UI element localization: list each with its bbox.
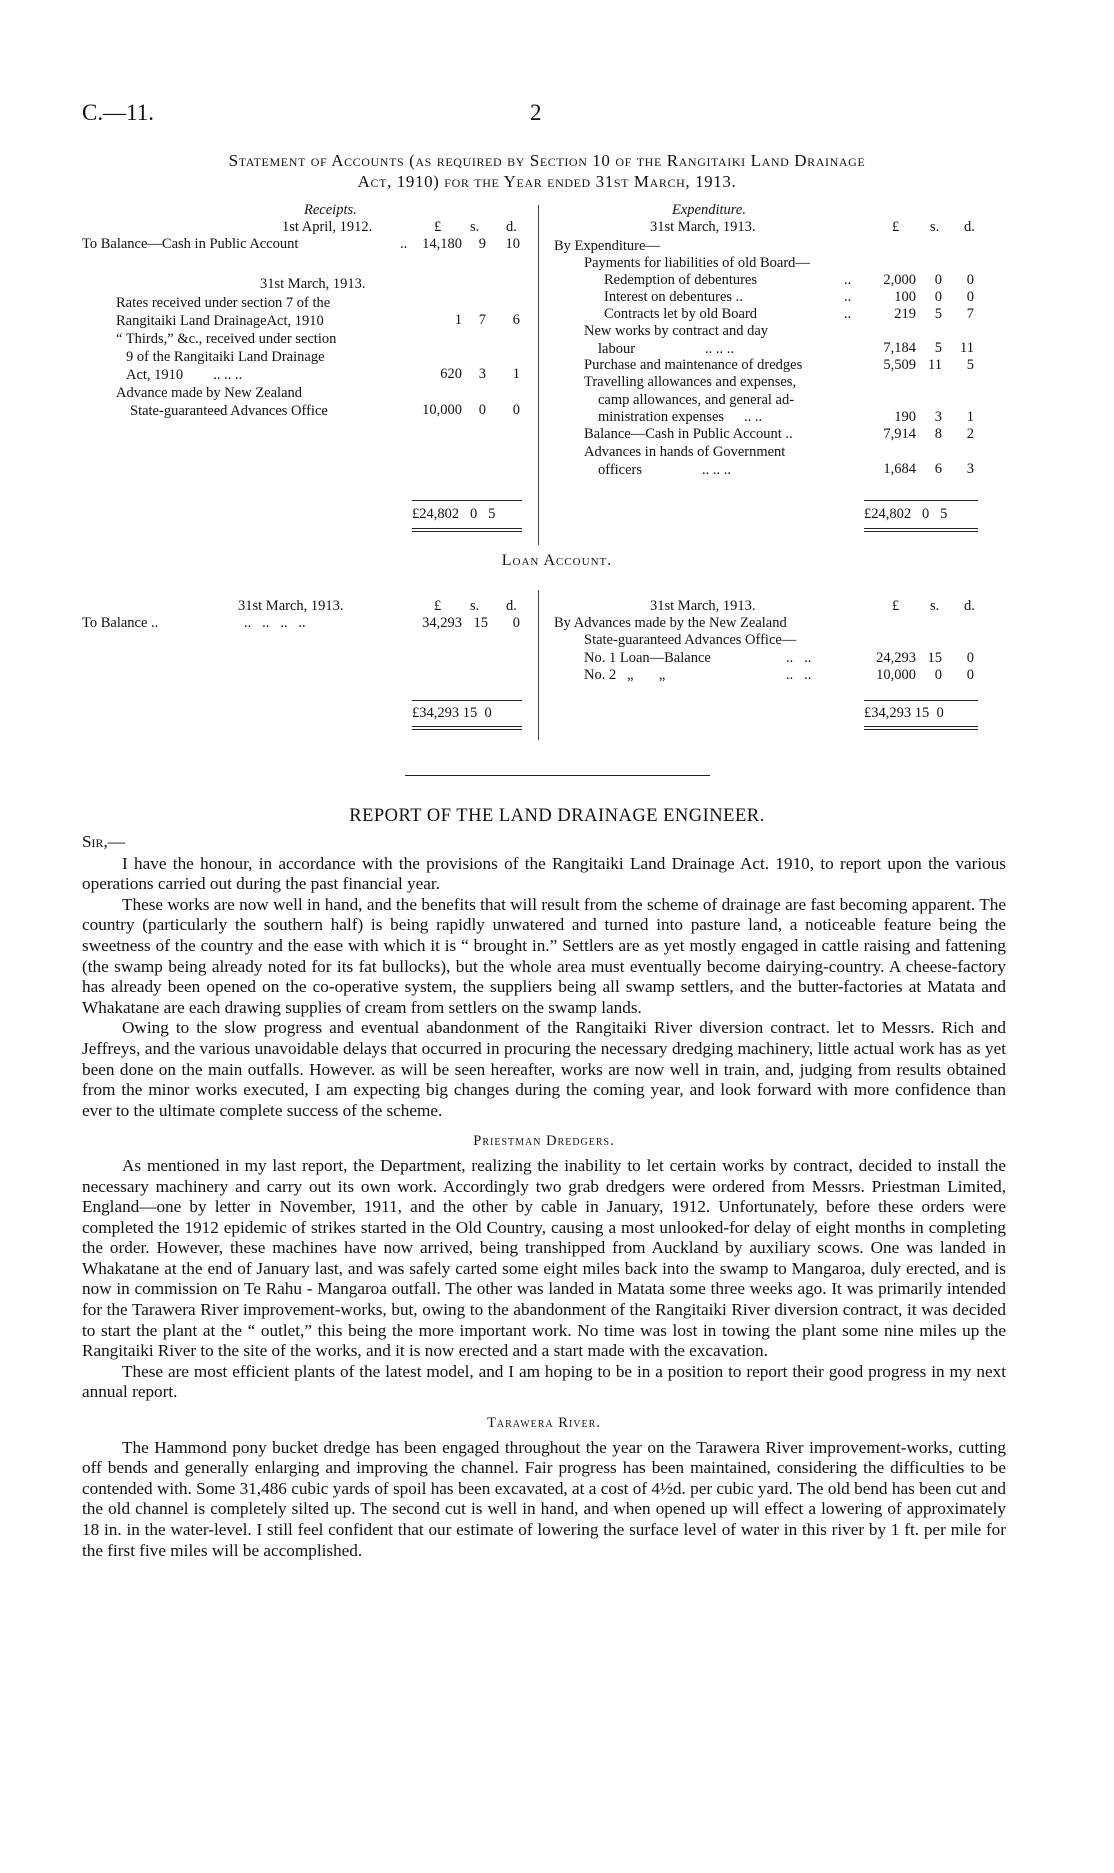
- expenditure-row-dredges: Purchase and maintenance of dredges: [584, 357, 803, 373]
- statement-title: [82, 150, 1012, 192]
- loan-right-date: 31st March, 1913.: [650, 598, 756, 614]
- loan-left-total-rule: [412, 726, 522, 730]
- section-divider: [405, 775, 710, 776]
- loan-left-subtotal-rule: [412, 700, 522, 701]
- expenditure-col-pounds: £: [892, 219, 900, 235]
- expenditure-table: Expenditure. 31st March, 1913. £ s. d. By Expenditure— Payments for liabilities of old Board— Redemption of debentures .. 2,000 0 0 Interest on debentures .. .. 100 0 0 Contracts let by old Board .. 219 5 7 New works by contract and day labour .. .. .. 7,184 5 11 Purchase and maintenance of dredges 5,509 11 5 Travelling allowances and expenses, camp allowances, and general ad- ministration expenses .. .. 190 3 1 Balance—Cash in Public Account .. 7,914 8 2 Advances in hands of Government officers .. .. .. 1,684 6 3 £24,802 0 5: [554, 202, 1004, 542]
- loan-account-heading: Loan Account.: [501, 552, 613, 569]
- loan-right-total: £34,293 15 0: [864, 705, 944, 721]
- report-title: REPORT OF THE LAND DRAINAGE ENGINEER.: [349, 806, 765, 826]
- receipts-col-pence: d.: [506, 219, 517, 235]
- page-number: 2: [530, 100, 542, 125]
- receipts-col-pounds: £: [434, 219, 442, 235]
- loan-left-row-balance: To Balance ..: [82, 615, 159, 631]
- expenditure-by: By Expenditure—: [554, 238, 660, 254]
- loan-right-total-rule: [864, 726, 978, 730]
- report-paragraph-1: I have the honour, in accordance with the provisions of the Rangitaiki Land Drainage Act. 1910, to report upon the various operations carried out during the past financial year.: [82, 853, 1006, 894]
- receipts-date-2: 31st March, 1913.: [260, 276, 366, 292]
- report-salutation: Sir,—: [82, 832, 126, 851]
- expenditure-row-contracts: Contracts let by old Board: [604, 306, 758, 322]
- expenditure-row-interest: Interest on debentures ..: [604, 289, 743, 305]
- expenditure-payments: Payments for liabilities of old Board—: [584, 255, 810, 271]
- receipts-row-advance: Advance made by New Zealand State-guaranteed Advances Office: [116, 385, 328, 419]
- statement-title-line2: Act, 1910) for the Year ended 31st March, 1913.: [357, 172, 737, 191]
- loan-row-no2: No. 2 „ „: [584, 667, 666, 683]
- section-heading-priestman: Priestman Dredgers.: [473, 1133, 615, 1150]
- expenditure-total-rule: [864, 528, 978, 532]
- receipts-row-rates: Rates received under section 7 of the Rangitaiki Land DrainageAct, 1910: [116, 295, 331, 329]
- loan-left-total: £34,293 15 0: [412, 705, 492, 721]
- report-paragraph-2: These works are now well in hand, and the benefits that will result from the scheme of drainage are fast becoming apparent. The country (particularly the southern half) is being rapidly unwatered and turned into pasture land, a noticeable feature being the sweetness of the country and the ease with which it is “ brought in.” Settlers are as yet mostly engaged in cattle raising and fattening (the swamp being already noted for its fat bullocks), but the whole area must eventually become dairying-country. A cheese-factory has already been opened on the co-operative system, the suppliers being all swamp settlers, and the butter-factories at Matata and Whakatane are each drawing supplies of cream from settlers on the swamp lands.: [82, 894, 1006, 1017]
- accounts-divider: [538, 205, 539, 545]
- receipts-table: Receipts. 1st April, 1912. £ s. d. To Balance—Cash in Public Account .. 14,180 9 10 31st March, 1913. Rates received under section 7 of the Rangitaiki Land DrainageAct, 1910 1 7 6 “ Thirds,” &c., received under section 9 of the Rangitaiki Land Drainage Act, 1910 .. .. .. 620 3 1 Advance made by New Zealand State-guaranteed Advances Office 10,000 0 0 £24,802 0 5: [82, 202, 532, 542]
- expenditure-date: 31st March, 1913.: [650, 219, 756, 235]
- report-paragraph-3: Owing to the slow progress and eventual abandonment of the Rangitaiki River diversion contract. let to Messrs. Rich and Jeffreys, and the various unavoidable delays that occurred in procuring the necessary dredging machinery, little actual work has as yet been done on the main outfalls. However. as will be seen hereafter, works are now well in train, and, judging from results obtained from the minor works executed, I am expecting big changes during the coming year, and look forward with more confidence than ever to the ultimate complete success of the scheme.: [82, 1018, 1006, 1120]
- receipts-col-shillings: s.: [470, 219, 480, 235]
- expenditure-row-new-works: New works by contract and day labour .. .. ..: [584, 323, 769, 357]
- receipts-total: £24,802 0 5: [412, 506, 496, 522]
- loan-divider: [538, 590, 539, 740]
- receipts-heading: Receipts.: [304, 202, 357, 218]
- statement-title-line1: Statement of Accounts (as required by Section 10 of the Rangitaiki Land Drainage: [228, 151, 866, 170]
- expenditure-row-travel: Travelling allowances and expenses, camp allowances, and general ad- ministration expenses .. ..: [584, 374, 797, 425]
- loan-right-subtotal-rule: [864, 700, 978, 701]
- section-heading-tarawera: Tarawera River.: [487, 1415, 601, 1432]
- expenditure-col-shillings: s.: [930, 219, 940, 235]
- tarawera-paragraph-1: The Hammond pony bucket dredge has been engaged throughout the year on the Tarawera River improvement-works, cutting off bends and generally enlarging and improving the channel. Fair progress has been maintained, considering the difficulties to be contended with. Some 31,486 cubic yards of spoil has been excavated, at a cost of 4½d. per cubic yard. The old bend has been cut and the old channel is completely silted up. The second cut is well in hand, and when opened up will effect a lowering of approximately 18 in. in the water-level. I still feel confident that our estimate of lowering the surface level of water in this river by 1 ft. per mile for the first five miles will be accomplished.: [82, 1437, 1006, 1560]
- priestman-paragraph-2: These are most efficient plants of the latest model, and I am hoping to be in a position to report their good progress in my next annual report.: [82, 1361, 1006, 1402]
- loan-right-table: 31st March, 1913. £ s. d. By Advances made by the New Zealand State-guaranteed Advances Office— No. 1 Loan—Balance .. .. 24,293 15 0 No. 2 „ „ .. .. 10,000 0 0 £34,293 15 0: [554, 598, 1004, 748]
- expenditure-subtotal-rule: [864, 500, 978, 501]
- expenditure-row-redemption: Redemption of debentures: [604, 272, 758, 288]
- loan-left-table: 31st March, 1913. £ s. d. To Balance .. .. .. .. .. 34,293 15 0 £34,293 15 0: [82, 598, 532, 748]
- expenditure-col-pence: d.: [964, 219, 975, 235]
- priestman-paragraph-1: As mentioned in my last report, the Department, realizing the inability to let certain works by contract, decided to install the necessary machinery and carry out its own work. Accordingly two grab dredgers were ordered from Messrs. Priestman Limited, England—one by letter in November, 1911, and the other by cable in January, 1912. Unfortunately, before these orders were completed the 1912 epidemic of strikes started in the Old Country, causing a most unlooked-for delay of eight months in completing the order. However, these machines have now arrived, being transhipped from Auckland by auxiliary scows. One was landed in Whakatane at the end of January last, and was safely carted some eight miles back into the swamp to Mangaroa, duly erected, and is now in commission on Te Rahu - Mangaroa outfall. The other was landed in Matata some three weeks ago. It was primarily intended for the Tarawera River improvement-works, but, owing to the abandonment of the Rangitaiki River diversion contract, it was decided to start the plant at the “ outlet,” this being the more important work. No time was lost in towing the plant some nine miles up the Rangitaiki River to the site of the works, and it is now erected and a start made with the excavation.: [82, 1155, 1006, 1361]
- receipts-total-rule: [412, 528, 522, 532]
- report-body: [82, 832, 1006, 1561]
- loan-left-date: 31st March, 1913.: [238, 598, 344, 614]
- receipts-date-1: 1st April, 1912.: [282, 219, 373, 235]
- loan-right-description: By Advances made by the New Zealand: [554, 615, 787, 631]
- expenditure-total: £24,802 0 5: [864, 506, 948, 522]
- receipts-subtotal-rule: [412, 500, 522, 501]
- expenditure-row-advances: Advances in hands of Government officers .. .. ..: [584, 444, 786, 478]
- expenditure-row-balance: Balance—Cash in Public Account ..: [584, 426, 793, 442]
- document-code: C.—11.: [82, 100, 154, 125]
- receipts-row-thirds: “ Thirds,” &c., received under section 9 of the Rangitaiki Land Drainage Act, 1910 .. .. ..: [116, 331, 337, 383]
- expenditure-heading: Expenditure.: [672, 202, 746, 218]
- receipts-row-balance: To Balance—Cash in Public Account: [82, 236, 299, 252]
- loan-row-no1: No. 1 Loan—Balance: [584, 650, 711, 666]
